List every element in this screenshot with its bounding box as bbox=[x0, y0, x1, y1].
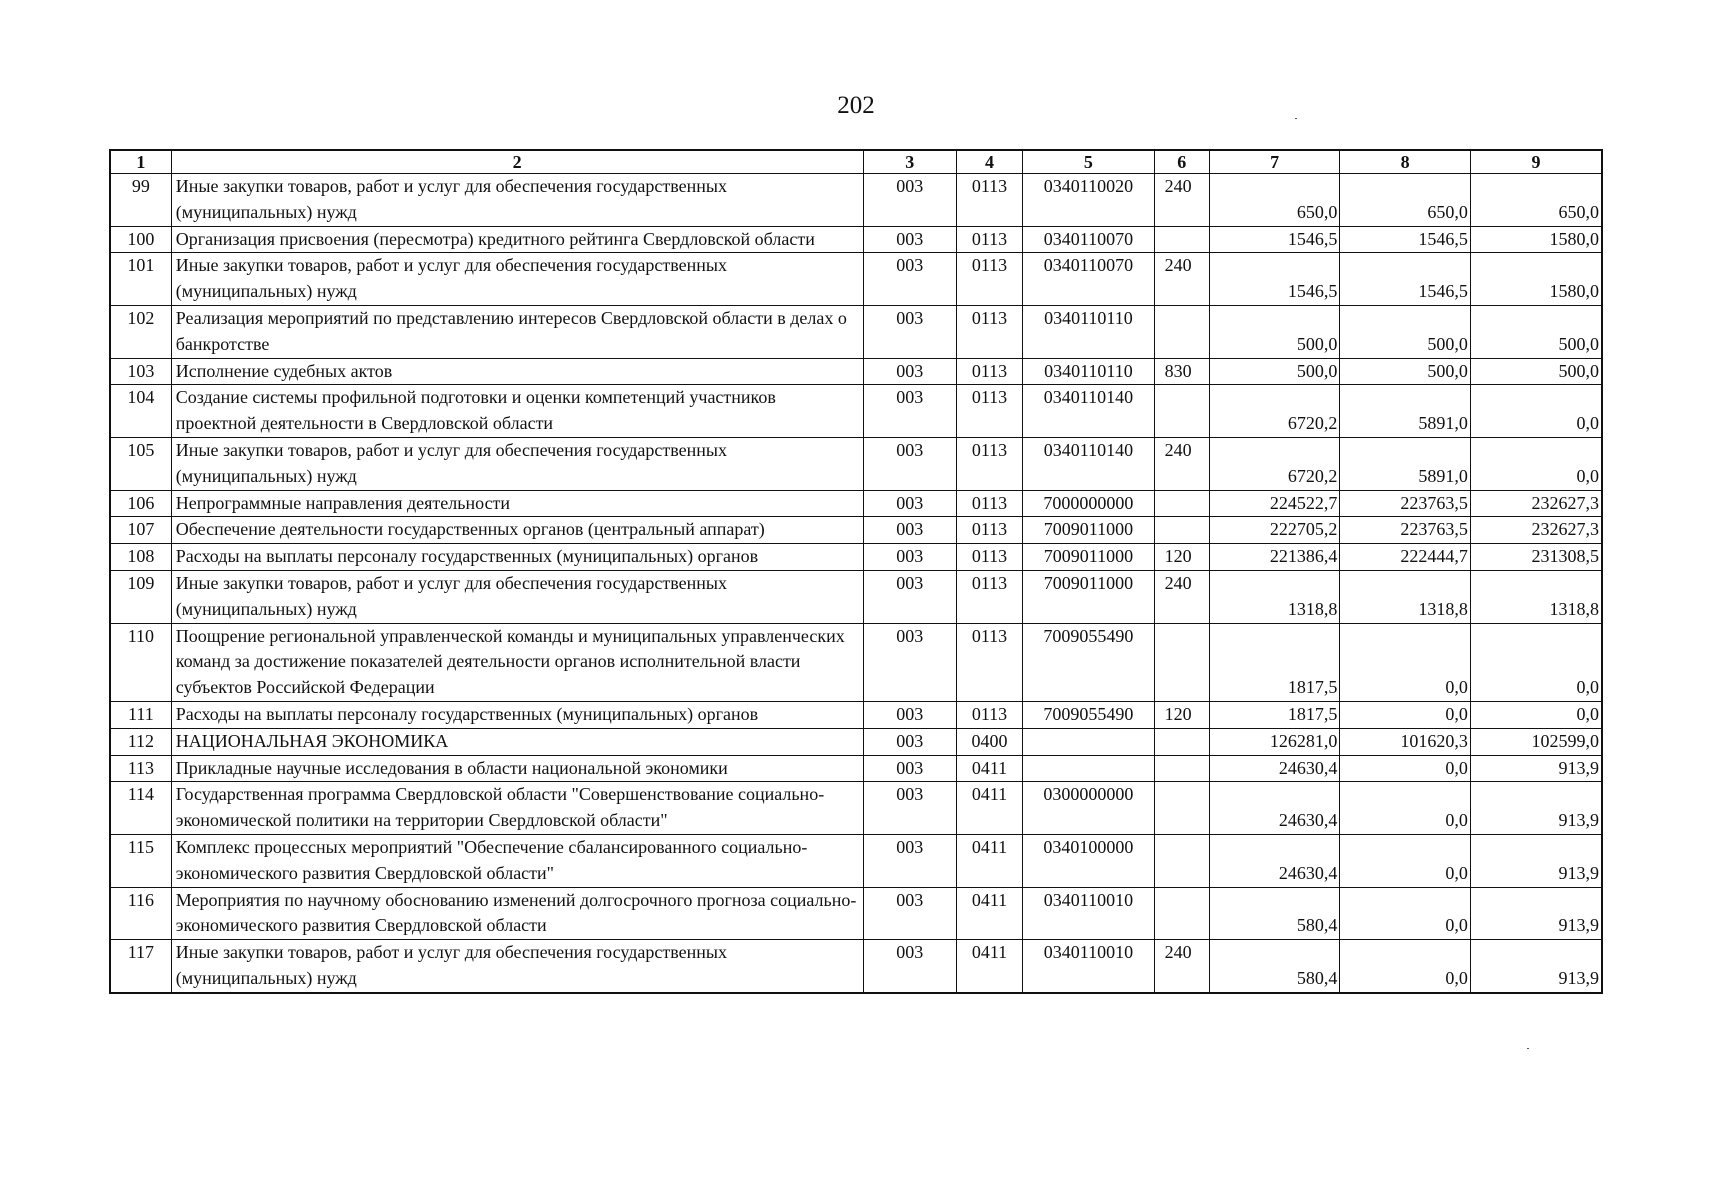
row-number-cell: 114 bbox=[110, 782, 171, 835]
target-code-cell bbox=[1023, 728, 1155, 755]
expense-type-cell bbox=[1154, 226, 1209, 253]
expense-type-cell: 240 bbox=[1154, 940, 1209, 993]
table-row bbox=[110, 437, 1602, 490]
row-number-cell: 106 bbox=[110, 490, 171, 517]
table-row bbox=[110, 544, 1602, 571]
amount-col7-cell: 24630,4 bbox=[1209, 755, 1340, 782]
header-cell: 9 bbox=[1470, 150, 1602, 174]
ministry-code-cell: 003 bbox=[863, 437, 956, 490]
amount-col8-cell: 500,0 bbox=[1340, 358, 1471, 385]
expense-type-cell: 240 bbox=[1154, 253, 1209, 306]
table-row bbox=[110, 834, 1602, 887]
amount-col7-cell: 580,4 bbox=[1209, 940, 1340, 993]
section-code-cell: 0113 bbox=[956, 253, 1022, 306]
table-row bbox=[110, 728, 1602, 755]
amount-col7-cell: 500,0 bbox=[1209, 358, 1340, 385]
row-number-cell: 109 bbox=[110, 570, 171, 623]
target-code-cell: 7009011000 bbox=[1023, 517, 1155, 544]
row-number-cell: 108 bbox=[110, 544, 171, 571]
amount-col8-cell: 0,0 bbox=[1340, 755, 1471, 782]
header-cell: 6 bbox=[1154, 150, 1209, 174]
amount-col9-cell: 231308,5 bbox=[1470, 544, 1602, 571]
amount-col7-cell: 1817,5 bbox=[1209, 623, 1340, 701]
table-row bbox=[110, 623, 1602, 701]
amount-col8-cell: 0,0 bbox=[1340, 623, 1471, 701]
amount-col8-cell: 1546,5 bbox=[1340, 226, 1471, 253]
amount-col7-cell: 580,4 bbox=[1209, 887, 1340, 940]
amount-col8-cell: 0,0 bbox=[1340, 834, 1471, 887]
amount-col8-cell: 223763,5 bbox=[1340, 517, 1471, 544]
item-name-cell: Комплекс процессных мероприятий "Обеспечение сбалансированного социально-экономического развития Свердловской области" bbox=[171, 834, 863, 887]
amount-col8-cell: 1318,8 bbox=[1340, 570, 1471, 623]
ministry-code-cell: 003 bbox=[863, 834, 956, 887]
item-name-cell: Организация присвоения (пересмотра) кредитного рейтинга Свердловской области bbox=[171, 226, 863, 253]
scan-speck bbox=[1295, 118, 1297, 119]
ministry-code-cell: 003 bbox=[863, 385, 956, 438]
amount-col7-cell: 650,0 bbox=[1209, 174, 1340, 227]
amount-col8-cell: 5891,0 bbox=[1340, 385, 1471, 438]
amount-col8-cell: 222444,7 bbox=[1340, 544, 1471, 571]
section-code-cell: 0411 bbox=[956, 887, 1022, 940]
section-code-cell: 0113 bbox=[956, 570, 1022, 623]
amount-col9-cell: 913,9 bbox=[1470, 755, 1602, 782]
header-cell: 3 bbox=[863, 150, 956, 174]
item-name-cell: Государственная программа Свердловской области "Совершенствование социально-экономической политики на территории Свердловской области" bbox=[171, 782, 863, 835]
item-name-cell: Непрограммные направления деятельности bbox=[171, 490, 863, 517]
ministry-code-cell: 003 bbox=[863, 490, 956, 517]
header-cell: 1 bbox=[110, 150, 171, 174]
ministry-code-cell: 003 bbox=[863, 358, 956, 385]
page-number: 202 bbox=[837, 92, 875, 119]
item-name-cell: Мероприятия по научному обоснованию изменений долгосрочного прогноза социально-экономического развития Свердловской области bbox=[171, 887, 863, 940]
scan-speck bbox=[1527, 1048, 1529, 1049]
row-number-cell: 111 bbox=[110, 701, 171, 728]
item-name-cell: Реализация мероприятий по представлению интересов Свердловской области в делах о банкротстве bbox=[171, 305, 863, 358]
ministry-code-cell: 003 bbox=[863, 226, 956, 253]
amount-col8-cell: 101620,3 bbox=[1340, 728, 1471, 755]
amount-col9-cell: 913,9 bbox=[1470, 940, 1602, 993]
ministry-code-cell: 003 bbox=[863, 544, 956, 571]
section-code-cell: 0113 bbox=[956, 358, 1022, 385]
amount-col9-cell: 1580,0 bbox=[1470, 253, 1602, 306]
expense-type-cell: 240 bbox=[1154, 437, 1209, 490]
amount-col9-cell: 650,0 bbox=[1470, 174, 1602, 227]
table-row bbox=[110, 226, 1602, 253]
section-code-cell: 0400 bbox=[956, 728, 1022, 755]
target-code-cell: 0340110110 bbox=[1023, 305, 1155, 358]
row-number-cell: 100 bbox=[110, 226, 171, 253]
section-code-cell: 0113 bbox=[956, 517, 1022, 544]
amount-col9-cell: 1318,8 bbox=[1470, 570, 1602, 623]
item-name-cell: Расходы на выплаты персоналу государственных (муниципальных) органов bbox=[171, 701, 863, 728]
amount-col8-cell: 5891,0 bbox=[1340, 437, 1471, 490]
amount-col8-cell: 0,0 bbox=[1340, 887, 1471, 940]
target-code-cell: 7009011000 bbox=[1023, 570, 1155, 623]
expense-type-cell bbox=[1154, 517, 1209, 544]
ministry-code-cell: 003 bbox=[863, 701, 956, 728]
expense-type-cell bbox=[1154, 755, 1209, 782]
row-number-cell: 116 bbox=[110, 887, 171, 940]
section-code-cell: 0113 bbox=[956, 174, 1022, 227]
amount-col8-cell: 500,0 bbox=[1340, 305, 1471, 358]
amount-col7-cell: 1546,5 bbox=[1209, 253, 1340, 306]
target-code-cell: 7009055490 bbox=[1023, 623, 1155, 701]
table-row bbox=[110, 940, 1602, 993]
item-name-cell: Исполнение судебных актов bbox=[171, 358, 863, 385]
expense-type-cell: 830 bbox=[1154, 358, 1209, 385]
expense-type-cell: 240 bbox=[1154, 570, 1209, 623]
section-code-cell: 0113 bbox=[956, 623, 1022, 701]
row-number-cell: 102 bbox=[110, 305, 171, 358]
section-code-cell: 0113 bbox=[956, 385, 1022, 438]
budget-table-container bbox=[109, 149, 1603, 994]
amount-col7-cell: 221386,4 bbox=[1209, 544, 1340, 571]
header-cell: 2 bbox=[171, 150, 863, 174]
amount-col7-cell: 1817,5 bbox=[1209, 701, 1340, 728]
table-row bbox=[110, 755, 1602, 782]
row-number-cell: 110 bbox=[110, 623, 171, 701]
amount-col9-cell: 913,9 bbox=[1470, 782, 1602, 835]
target-code-cell: 0300000000 bbox=[1023, 782, 1155, 835]
section-code-cell: 0411 bbox=[956, 940, 1022, 993]
amount-col7-cell: 24630,4 bbox=[1209, 782, 1340, 835]
amount-col9-cell: 102599,0 bbox=[1470, 728, 1602, 755]
row-number-cell: 105 bbox=[110, 437, 171, 490]
target-code-cell: 0340110110 bbox=[1023, 358, 1155, 385]
row-number-cell: 115 bbox=[110, 834, 171, 887]
table-row bbox=[110, 701, 1602, 728]
section-code-cell: 0411 bbox=[956, 755, 1022, 782]
amount-col7-cell: 6720,2 bbox=[1209, 437, 1340, 490]
amount-col9-cell: 232627,3 bbox=[1470, 517, 1602, 544]
section-code-cell: 0113 bbox=[956, 544, 1022, 571]
amount-col9-cell: 913,9 bbox=[1470, 887, 1602, 940]
table-row bbox=[110, 517, 1602, 544]
expense-type-cell bbox=[1154, 834, 1209, 887]
expense-type-cell bbox=[1154, 782, 1209, 835]
section-code-cell: 0113 bbox=[956, 701, 1022, 728]
target-code-cell: 0340110020 bbox=[1023, 174, 1155, 227]
target-code-cell: 0340110010 bbox=[1023, 887, 1155, 940]
section-code-cell: 0411 bbox=[956, 782, 1022, 835]
section-code-cell: 0113 bbox=[956, 226, 1022, 253]
target-code-cell: 7009011000 bbox=[1023, 544, 1155, 571]
amount-col7-cell: 6720,2 bbox=[1209, 385, 1340, 438]
expense-type-cell bbox=[1154, 490, 1209, 517]
target-code-cell: 0340110140 bbox=[1023, 385, 1155, 438]
amount-col9-cell: 0,0 bbox=[1470, 623, 1602, 701]
amount-col9-cell: 913,9 bbox=[1470, 834, 1602, 887]
section-code-cell: 0113 bbox=[956, 437, 1022, 490]
amount-col9-cell: 0,0 bbox=[1470, 385, 1602, 438]
amount-col8-cell: 650,0 bbox=[1340, 174, 1471, 227]
section-code-cell: 0113 bbox=[956, 305, 1022, 358]
table-row bbox=[110, 782, 1602, 835]
row-number-cell: 113 bbox=[110, 755, 171, 782]
table-row bbox=[110, 887, 1602, 940]
item-name-cell: Иные закупки товаров, работ и услуг для обеспечения государственных (муниципальных) нужд bbox=[171, 437, 863, 490]
target-code-cell: 0340110070 bbox=[1023, 253, 1155, 306]
table-row bbox=[110, 305, 1602, 358]
amount-col9-cell: 500,0 bbox=[1470, 305, 1602, 358]
table-row bbox=[110, 174, 1602, 227]
target-code-cell: 0340100000 bbox=[1023, 834, 1155, 887]
ministry-code-cell: 003 bbox=[863, 570, 956, 623]
amount-col8-cell: 223763,5 bbox=[1340, 490, 1471, 517]
table-row bbox=[110, 253, 1602, 306]
ministry-code-cell: 003 bbox=[863, 623, 956, 701]
section-code-cell: 0113 bbox=[956, 490, 1022, 517]
table-header bbox=[110, 150, 1602, 174]
expense-type-cell bbox=[1154, 623, 1209, 701]
ministry-code-cell: 003 bbox=[863, 517, 956, 544]
expense-type-cell: 120 bbox=[1154, 544, 1209, 571]
item-name-cell: Иные закупки товаров, работ и услуг для обеспечения государственных (муниципальных) нужд bbox=[171, 570, 863, 623]
item-name-cell: Иные закупки товаров, работ и услуг для обеспечения государственных (муниципальных) нужд bbox=[171, 940, 863, 993]
amount-col8-cell: 0,0 bbox=[1340, 782, 1471, 835]
amount-col9-cell: 232627,3 bbox=[1470, 490, 1602, 517]
amount-col9-cell: 500,0 bbox=[1470, 358, 1602, 385]
amount-col7-cell: 222705,2 bbox=[1209, 517, 1340, 544]
header-row bbox=[110, 150, 1602, 174]
expense-type-cell bbox=[1154, 728, 1209, 755]
ministry-code-cell: 003 bbox=[863, 755, 956, 782]
table-row bbox=[110, 570, 1602, 623]
ministry-code-cell: 003 bbox=[863, 782, 956, 835]
target-code-cell: 0340110010 bbox=[1023, 940, 1155, 993]
row-number-cell: 101 bbox=[110, 253, 171, 306]
amount-col8-cell: 0,0 bbox=[1340, 940, 1471, 993]
ministry-code-cell: 003 bbox=[863, 174, 956, 227]
target-code-cell: 0340110140 bbox=[1023, 437, 1155, 490]
amount-col7-cell: 224522,7 bbox=[1209, 490, 1340, 517]
section-code-cell: 0411 bbox=[956, 834, 1022, 887]
row-number-cell: 99 bbox=[110, 174, 171, 227]
item-name-cell: Иные закупки товаров, работ и услуг для обеспечения государственных (муниципальных) нужд bbox=[171, 253, 863, 306]
amount-col7-cell: 24630,4 bbox=[1209, 834, 1340, 887]
item-name-cell: Создание системы профильной подготовки и оценки компетенций участников проектной деятельности в Свердловской области bbox=[171, 385, 863, 438]
item-name-cell: Обеспечение деятельности государственных органов (центральный аппарат) bbox=[171, 517, 863, 544]
ministry-code-cell: 003 bbox=[863, 728, 956, 755]
row-number-cell: 103 bbox=[110, 358, 171, 385]
item-name-cell: Поощрение региональной управленческой команды и муниципальных управленческих команд за достижение показателей деятельности органов исполнительной власти субъектов Российской Федерации bbox=[171, 623, 863, 701]
row-number-cell: 104 bbox=[110, 385, 171, 438]
amount-col7-cell: 500,0 bbox=[1209, 305, 1340, 358]
ministry-code-cell: 003 bbox=[863, 253, 956, 306]
target-code-cell: 0340110070 bbox=[1023, 226, 1155, 253]
target-code-cell: 7000000000 bbox=[1023, 490, 1155, 517]
target-code-cell: 7009055490 bbox=[1023, 701, 1155, 728]
budget-table bbox=[109, 149, 1603, 994]
amount-col9-cell: 0,0 bbox=[1470, 437, 1602, 490]
table-row bbox=[110, 358, 1602, 385]
item-name-cell: Расходы на выплаты персоналу государственных (муниципальных) органов bbox=[171, 544, 863, 571]
amount-col9-cell: 0,0 bbox=[1470, 701, 1602, 728]
item-name-cell: Иные закупки товаров, работ и услуг для обеспечения государственных (муниципальных) нужд bbox=[171, 174, 863, 227]
header-cell: 5 bbox=[1023, 150, 1155, 174]
amount-col7-cell: 1546,5 bbox=[1209, 226, 1340, 253]
amount-col7-cell: 126281,0 bbox=[1209, 728, 1340, 755]
expense-type-cell: 120 bbox=[1154, 701, 1209, 728]
amount-col9-cell: 1580,0 bbox=[1470, 226, 1602, 253]
item-name-cell: НАЦИОНАЛЬНАЯ ЭКОНОМИКА bbox=[171, 728, 863, 755]
header-cell: 8 bbox=[1340, 150, 1471, 174]
header-cell: 7 bbox=[1209, 150, 1340, 174]
table-row bbox=[110, 490, 1602, 517]
amount-col8-cell: 1546,5 bbox=[1340, 253, 1471, 306]
target-code-cell bbox=[1023, 755, 1155, 782]
header-cell: 4 bbox=[956, 150, 1022, 174]
expense-type-cell bbox=[1154, 305, 1209, 358]
table-body bbox=[110, 174, 1602, 993]
row-number-cell: 107 bbox=[110, 517, 171, 544]
expense-type-cell: 240 bbox=[1154, 174, 1209, 227]
expense-type-cell bbox=[1154, 385, 1209, 438]
row-number-cell: 117 bbox=[110, 940, 171, 993]
row-number-cell: 112 bbox=[110, 728, 171, 755]
item-name-cell: Прикладные научные исследования в области национальной экономики bbox=[171, 755, 863, 782]
ministry-code-cell: 003 bbox=[863, 305, 956, 358]
expense-type-cell bbox=[1154, 887, 1209, 940]
ministry-code-cell: 003 bbox=[863, 887, 956, 940]
amount-col8-cell: 0,0 bbox=[1340, 701, 1471, 728]
ministry-code-cell: 003 bbox=[863, 940, 956, 993]
table-row bbox=[110, 385, 1602, 438]
amount-col7-cell: 1318,8 bbox=[1209, 570, 1340, 623]
